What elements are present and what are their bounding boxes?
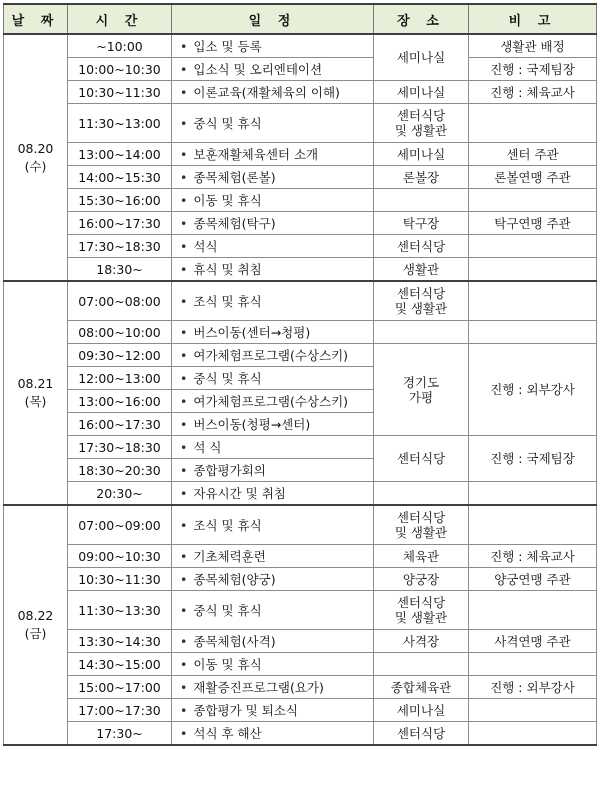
time-cell: 09:30~12:00	[68, 344, 172, 367]
remarks-cell	[469, 321, 597, 344]
time-cell: 10:30~11:30	[68, 568, 172, 591]
table-row	[4, 34, 597, 58]
bullet-icon: •	[180, 61, 188, 77]
event-text: 보훈재활체육센터 소개	[193, 146, 319, 162]
table-row	[4, 166, 597, 189]
time-cell: 08:00~10:00	[68, 321, 172, 344]
place-cell	[374, 189, 469, 212]
time-cell: 09:00~10:30	[68, 545, 172, 568]
table-row	[4, 653, 597, 676]
event-cell	[172, 143, 374, 166]
place-cell: 센터식당 및 생활관	[374, 104, 469, 143]
remarks-cell: 진행 : 외부강사	[469, 676, 597, 699]
time-cell: 20:30~	[68, 482, 172, 506]
bullet-icon: •	[180, 702, 188, 718]
time-cell: 13:00~14:00	[68, 143, 172, 166]
time-cell: 18:30~	[68, 258, 172, 282]
event-text: 종합평가 및 퇴소식	[193, 702, 298, 718]
date-cell	[4, 505, 68, 745]
place-cell: 센터식당 및 생활관	[374, 505, 469, 545]
bullet-icon: •	[180, 215, 188, 231]
bullet-icon: •	[180, 548, 188, 564]
event-cell	[172, 81, 374, 104]
event-cell	[172, 104, 374, 143]
remarks-cell: 진행 : 체육교사	[469, 81, 597, 104]
event-text: 버스이동(청평→센터)	[193, 416, 311, 432]
header-time: 시 간	[68, 4, 172, 34]
bullet-icon: •	[180, 370, 188, 386]
event-cell	[172, 281, 374, 321]
event-text: 이동 및 휴식	[193, 656, 262, 672]
event-text: 석식	[193, 238, 218, 254]
time-cell: 16:00~17:30	[68, 212, 172, 235]
remarks-cell	[469, 505, 597, 545]
event-text: 이동 및 휴식	[193, 192, 262, 208]
remarks-cell: 센터 주관	[469, 143, 597, 166]
event-cell	[172, 189, 374, 212]
remarks-cell	[469, 653, 597, 676]
bullet-icon: •	[180, 238, 188, 254]
table-row	[4, 212, 597, 235]
remarks-cell: 생활관 배정	[469, 34, 597, 58]
place-cell	[374, 653, 469, 676]
place-cell: 센터식당	[374, 235, 469, 258]
time-cell: 07:00~08:00	[68, 281, 172, 321]
table-row	[4, 235, 597, 258]
remarks-cell: 진행 : 국제팀장	[469, 436, 597, 482]
time-cell: 17:30~	[68, 722, 172, 746]
schedule-body	[4, 34, 597, 745]
remarks-cell	[469, 258, 597, 282]
remarks-cell	[469, 281, 597, 321]
remarks-cell: 진행 : 체육교사	[469, 545, 597, 568]
event-text: 재활증진프로그램(요가)	[193, 679, 324, 695]
event-text: 조식 및 휴식	[193, 517, 262, 533]
table-row	[4, 630, 597, 653]
event-text: 중식 및 휴식	[193, 115, 262, 131]
event-cell	[172, 235, 374, 258]
time-cell: 12:00~13:00	[68, 367, 172, 390]
place-cell	[374, 482, 469, 506]
event-text: 석식 후 해산	[193, 725, 262, 741]
bullet-icon: •	[180, 261, 188, 277]
table-row	[4, 545, 597, 568]
event-text: 종합평가회의	[193, 462, 266, 478]
remarks-cell: 탁구연맹 주관	[469, 212, 597, 235]
table-row	[4, 58, 597, 81]
event-text: 자유시간 및 취침	[193, 485, 286, 501]
event-cell	[172, 630, 374, 653]
header-row	[4, 4, 597, 34]
bullet-icon: •	[180, 462, 188, 478]
event-cell	[172, 591, 374, 630]
remarks-cell	[469, 591, 597, 630]
table-row	[4, 189, 597, 212]
event-cell	[172, 321, 374, 344]
time-cell: 13:00~16:00	[68, 390, 172, 413]
place-cell: 세미나실	[374, 34, 469, 81]
bullet-icon: •	[180, 633, 188, 649]
event-cell	[172, 505, 374, 545]
time-cell: ~10:00	[68, 34, 172, 58]
event-text: 종목체험(사격)	[193, 633, 276, 649]
event-cell	[172, 258, 374, 282]
time-cell: 07:00~09:00	[68, 505, 172, 545]
place-cell: 론볼장	[374, 166, 469, 189]
event-cell	[172, 367, 374, 390]
event-cell	[172, 166, 374, 189]
event-text: 종목체험(양궁)	[193, 571, 276, 587]
time-cell: 13:30~14:30	[68, 630, 172, 653]
remarks-cell: 사격연맹 주관	[469, 630, 597, 653]
place-cell: 탁구장	[374, 212, 469, 235]
event-text: 입소 및 등록	[193, 38, 262, 54]
time-cell: 17:30~18:30	[68, 436, 172, 459]
date-value: 08.21	[17, 376, 54, 391]
table-row	[4, 722, 597, 746]
event-cell	[172, 212, 374, 235]
bullet-icon: •	[180, 115, 188, 131]
remarks-cell	[469, 104, 597, 143]
event-cell	[172, 545, 374, 568]
remarks-cell: 양궁연맹 주관	[469, 568, 597, 591]
event-text: 중식 및 휴식	[193, 370, 262, 386]
table-row	[4, 321, 597, 344]
event-cell	[172, 459, 374, 482]
bullet-icon: •	[180, 485, 188, 501]
header-place: 장 소	[374, 4, 469, 34]
place-cell: 센터식당 및 생활관	[374, 281, 469, 321]
place-cell: 체육관	[374, 545, 469, 568]
table-row	[4, 344, 597, 367]
time-cell: 15:30~16:00	[68, 189, 172, 212]
bullet-icon: •	[180, 416, 188, 432]
time-cell: 11:30~13:30	[68, 591, 172, 630]
time-cell: 10:30~11:30	[68, 81, 172, 104]
time-cell: 10:00~10:30	[68, 58, 172, 81]
time-cell: 14:30~15:00	[68, 653, 172, 676]
table-row	[4, 505, 597, 545]
place-cell: 양궁장	[374, 568, 469, 591]
event-text: 조식 및 휴식	[193, 293, 262, 309]
time-cell: 17:30~18:30	[68, 235, 172, 258]
bullet-icon: •	[180, 679, 188, 695]
place-cell	[374, 321, 469, 344]
event-text: 중식 및 휴식	[193, 602, 262, 618]
remarks-cell: 진행 : 외부강사	[469, 344, 597, 436]
bullet-icon: •	[180, 84, 188, 100]
table-row	[4, 591, 597, 630]
date-cell	[4, 34, 68, 281]
event-cell	[172, 653, 374, 676]
bullet-icon: •	[180, 393, 188, 409]
remarks-cell	[469, 189, 597, 212]
table-row	[4, 482, 597, 506]
event-cell	[172, 722, 374, 746]
table-row	[4, 81, 597, 104]
place-cell: 센터식당 및 생활관	[374, 591, 469, 630]
bullet-icon: •	[180, 656, 188, 672]
place-cell: 세미나실	[374, 143, 469, 166]
weekday-value: (목)	[24, 394, 47, 409]
event-text: 버스이동(센터→청평)	[193, 324, 311, 340]
remarks-cell: 진행 : 국제팀장	[469, 58, 597, 81]
remarks-cell	[469, 699, 597, 722]
place-cell: 사격장	[374, 630, 469, 653]
place-cell: 경기도 가평	[374, 344, 469, 436]
event-text: 휴식 및 취침	[193, 261, 262, 277]
event-text: 종목체험(탁구)	[193, 215, 276, 231]
event-text: 여가체험프로그램(수상스키)	[193, 393, 349, 409]
bullet-icon: •	[180, 169, 188, 185]
time-cell: 15:00~17:00	[68, 676, 172, 699]
event-text: 이론교육(재활체육의 이해)	[193, 84, 340, 100]
header-schedule: 일 정	[172, 4, 374, 34]
event-cell	[172, 482, 374, 506]
place-cell: 세미나실	[374, 81, 469, 104]
bullet-icon: •	[180, 293, 188, 309]
date-cell	[4, 281, 68, 505]
remarks-cell	[469, 235, 597, 258]
place-cell: 종합체육관	[374, 676, 469, 699]
event-cell	[172, 676, 374, 699]
weekday-value: (수)	[24, 158, 47, 174]
event-text: 석 식	[193, 439, 222, 455]
time-cell: 14:00~15:30	[68, 166, 172, 189]
event-cell	[172, 413, 374, 436]
event-text: 기초체력훈련	[193, 548, 266, 564]
table-row	[4, 568, 597, 591]
remarks-cell	[469, 722, 597, 746]
header-date: 날 짜	[4, 4, 68, 34]
table-row	[4, 281, 597, 321]
event-cell	[172, 699, 374, 722]
place-cell: 센터식당	[374, 722, 469, 746]
time-cell: 11:30~13:00	[68, 104, 172, 143]
event-cell	[172, 436, 374, 459]
event-cell	[172, 568, 374, 591]
bullet-icon: •	[180, 571, 188, 587]
event-cell	[172, 390, 374, 413]
date-value: 08.22	[17, 608, 54, 623]
bullet-icon: •	[180, 146, 188, 162]
bullet-icon: •	[180, 192, 188, 208]
place-cell: 세미나실	[374, 699, 469, 722]
event-text: 여가체험프로그램(수상스키)	[193, 347, 349, 363]
event-text: 종목체험(론볼)	[193, 169, 276, 185]
table-row	[4, 676, 597, 699]
date-value: 08.20	[17, 140, 54, 156]
event-cell	[172, 58, 374, 81]
bullet-icon: •	[180, 439, 188, 455]
header-remarks: 비 고	[469, 4, 597, 34]
bullet-icon: •	[180, 602, 188, 618]
event-text: 입소식 및 오리엔테이션	[193, 61, 323, 77]
remarks-cell: 론볼연맹 주관	[469, 166, 597, 189]
bullet-icon: •	[180, 324, 188, 340]
bullet-icon: •	[180, 347, 188, 363]
table-row	[4, 143, 597, 166]
bullet-icon: •	[180, 725, 188, 741]
place-cell: 센터식당	[374, 436, 469, 482]
bullet-icon: •	[180, 517, 188, 533]
place-cell: 생활관	[374, 258, 469, 282]
time-cell: 16:00~17:30	[68, 413, 172, 436]
remarks-cell	[469, 482, 597, 506]
weekday-value: (금)	[24, 626, 47, 641]
event-cell	[172, 34, 374, 58]
table-row	[4, 258, 597, 282]
table-row	[4, 104, 597, 143]
time-cell: 18:30~20:30	[68, 459, 172, 482]
time-cell: 17:00~17:30	[68, 699, 172, 722]
event-cell	[172, 344, 374, 367]
bullet-icon: •	[180, 38, 188, 54]
table-row	[4, 699, 597, 722]
schedule-table	[3, 3, 597, 746]
table-row	[4, 436, 597, 459]
